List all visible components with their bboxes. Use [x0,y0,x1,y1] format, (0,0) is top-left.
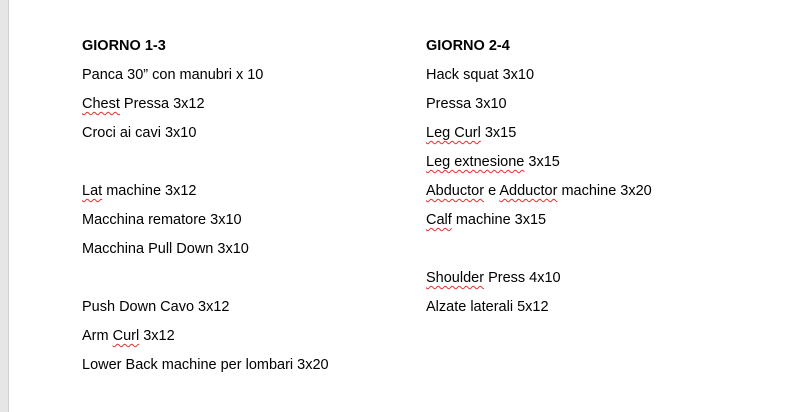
spellcheck-word: Lat [82,183,103,199]
exercise-line [82,326,329,355]
spellcheck-word: Shoulder [426,270,485,286]
exercise-text: Pressa 3x12 [119,96,205,112]
exercise-text: 3x15 [524,154,560,170]
exercise-line: Lower Back machine per lombari 3x20 [82,357,329,373]
blank-line [426,239,652,268]
exercise-line: Macchina Pull Down 3x10 [82,241,249,257]
exercise-line: Macchina rematore 3x10 [82,212,242,228]
day-1-3-heading: GIORNO 1-3 [82,38,166,54]
page-left-margin [0,0,9,412]
exercise-line: Alzate laterali 5x12 [426,299,549,315]
exercise-text: 3x12 [139,328,175,344]
workout-column-day-2-4 [426,36,652,326]
blank-line [82,152,329,181]
exercise-text: machine 3x12 [102,183,197,199]
spellcheck-word: Chest [82,96,120,112]
exercise-text: machine 3x20 [557,183,652,199]
exercise-line [426,210,652,239]
exercise-text: 3x15 [480,125,517,141]
spellcheck-word: Adductor [499,183,558,199]
exercise-line: Push Down Cavo 3x12 [82,299,230,315]
exercise-text: Press 4x10 [484,270,561,286]
spellcheck-word: Abductor [426,183,485,199]
exercise-line: Hack squat 3x10 [426,67,535,83]
exercise-line: Panca 30” con manubri x 10 [82,67,264,83]
exercise-line [426,123,652,152]
exercise-line [426,152,652,181]
spellcheck-word: Calf [426,212,452,228]
spellcheck-word: Leg extnesione [426,154,525,170]
spellcheck-word: Curl [112,328,140,344]
exercise-line [82,94,329,123]
workout-column-day-1-3 [82,36,329,384]
exercise-line: Pressa 3x10 [426,96,507,112]
spellcheck-word: Leg Curl [426,125,481,141]
blank-line [82,268,329,297]
exercise-line [426,181,652,210]
exercise-text: Arm [82,328,113,344]
exercise-line [82,181,329,210]
exercise-line: Croci ai cavi 3x10 [82,125,197,141]
exercise-line [426,268,652,297]
exercise-text: machine 3x15 [451,212,547,228]
day-2-4-heading: GIORNO 2-4 [426,38,510,54]
exercise-text: e [484,183,500,199]
